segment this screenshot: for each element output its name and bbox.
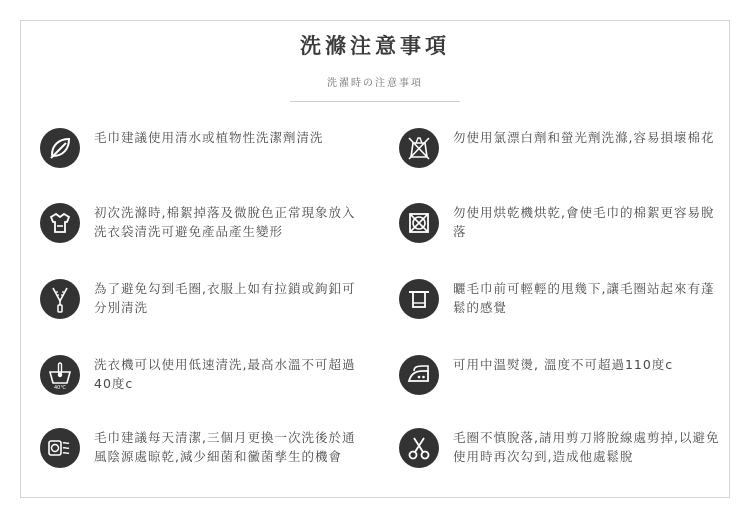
care-text: 勿使用烘乾機烘乾,會使毛巾的棉絮更容易脫落 xyxy=(453,205,715,239)
no-tumble-dry-icon xyxy=(399,203,439,243)
care-text: 勿使用氯漂白劑和螢光劑洗滌,容易損壞棉花 xyxy=(453,130,715,145)
care-item-ironing xyxy=(399,355,719,415)
care-item-first-wash xyxy=(40,203,360,263)
care-text: 毛圈不慎脫落,請用剪刀將脫線處剪掉,以避免使用時再次勾到,造成他處鬆脫 xyxy=(453,430,720,464)
care-text: 毛巾建議使用清水或植物性洗潔劑清洗 xyxy=(94,130,324,145)
care-item-cut-loose-thread xyxy=(399,428,719,488)
care-text: 初次洗滌時,棉絮掉落及微脫色正常現象放入洗衣袋清洗可避免產品產生變形 xyxy=(94,205,356,239)
care-text: 可用中溫熨燙, 溫度不可超過110度c xyxy=(453,357,674,372)
care-item-no-bleach xyxy=(399,128,719,188)
no-bleach-icon xyxy=(399,128,439,168)
scissors-icon xyxy=(399,428,439,468)
iron-icon xyxy=(399,355,439,395)
care-item-plant-detergent xyxy=(40,128,360,188)
care-text: 為了避免勾到毛圈,衣服上如有拉鎖或鉤釦可分別清洗 xyxy=(94,281,356,315)
zipper-icon xyxy=(40,279,80,319)
temperature-badge: 40℃ xyxy=(54,385,66,391)
care-text: 毛巾建議每天清潔,三個月更換一次洗後於通風陰源處晾乾,減少細菌和黴菌孳生的機會 xyxy=(94,430,356,464)
care-item-shake-towel xyxy=(399,279,719,339)
care-item-machine-wash xyxy=(40,355,360,415)
care-text: 曬毛巾前可輕輕的甩幾下,讓毛圈站起來有蓬鬆的感覺 xyxy=(453,281,715,315)
title-divider xyxy=(290,101,460,102)
leaf-icon xyxy=(40,128,80,168)
hanging-towel-icon xyxy=(399,279,439,319)
care-item-zipper xyxy=(40,279,360,339)
page-subtitle: 洗濯時の注意事項 xyxy=(327,78,423,89)
ventilation-icon xyxy=(40,428,80,468)
care-item-no-tumble-dry xyxy=(399,203,719,263)
page-title: 洗滌注意事項 xyxy=(300,34,450,58)
wash-temperature-icon xyxy=(40,355,80,395)
care-text: 洗衣機可以使用低速清洗,最高水溫不可超過40度c xyxy=(94,357,356,391)
towel-icon xyxy=(40,203,80,243)
care-item-daily-clean xyxy=(40,428,360,488)
